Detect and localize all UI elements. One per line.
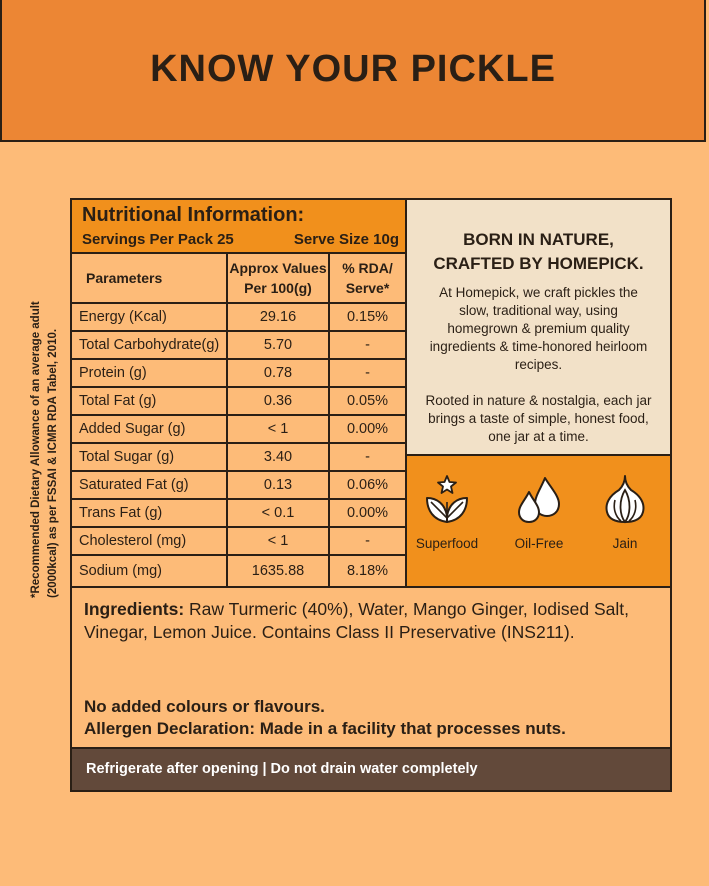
feature-badges	[407, 456, 670, 586]
row-parameter: Protein (g)	[72, 360, 228, 386]
nutrition-column-headers	[72, 254, 405, 304]
table-row	[72, 332, 405, 360]
row-rda: -	[365, 365, 370, 381]
table-row	[72, 360, 405, 388]
column-header-approx-line-2: Per 100(g)	[244, 280, 312, 296]
row-parameter: Added Sugar (g)	[72, 416, 228, 442]
row-value: 0.36	[228, 388, 330, 414]
row-value: 29.16	[228, 304, 330, 330]
column-header-approx-line-1: Approx Values	[229, 260, 327, 276]
table-row	[72, 556, 405, 586]
row-rda: -	[365, 337, 370, 353]
row-parameter: Saturated Fat (g)	[72, 472, 228, 498]
row-rda: 8.18%	[346, 563, 389, 579]
feature-jain	[585, 472, 665, 551]
table-row	[72, 388, 405, 416]
serve-size: Serve Size 10g	[293, 231, 399, 248]
row-value: 0.13	[228, 472, 330, 498]
row-rda: -	[365, 533, 370, 549]
allergen-declaration: Allergen Declaration: Made in a facility that processes nuts.	[84, 719, 566, 738]
feature-label: Superfood	[415, 536, 479, 551]
row-rda: 0.06%	[346, 477, 389, 493]
ingredients-list: Raw Turmeric (40%), Water, Mango Ginger, Iodised Salt, Vinegar, Lemon Juice. Contains Class II Preservative (INS211).	[84, 599, 629, 642]
storage-instructions: Refrigerate after opening | Do not drain water completely	[86, 761, 478, 777]
header-banner	[0, 0, 706, 142]
brand-story-title	[407, 228, 670, 276]
brand-story	[407, 200, 670, 456]
brand-story-paragraph-2: Rooted in nature & nostalgia, each jar brings a taste of simple, honest food, one jar at a time.	[425, 393, 652, 444]
garlic-icon	[601, 472, 649, 526]
oil-drops-icon	[515, 472, 563, 526]
rda-footnote-line-2: (2000kcal) as per FSSAI & ICMR RDA Tabel, 2010.	[47, 328, 59, 598]
brand-story-title-line-1: BORN IN NATURE,	[463, 230, 614, 249]
feature-superfood	[407, 472, 487, 551]
nutrition-table	[72, 200, 407, 586]
table-row	[72, 444, 405, 472]
column-header-rda-line-1: % RDA/	[342, 260, 393, 276]
row-parameter: Total Sugar (g)	[72, 444, 228, 470]
declarations	[84, 696, 566, 740]
row-rda: -	[365, 449, 370, 465]
rda-footnote-line-1: *Recommended Dietary Allowance of an average adult	[30, 301, 42, 598]
feature-oil-free	[499, 472, 579, 551]
row-parameter: Trans Fat (g)	[72, 500, 228, 526]
leaf-star-icon	[423, 472, 471, 526]
brand-story-title-line-2: CRAFTED BY HOMEPICK.	[433, 254, 644, 273]
ingredients-text	[84, 598, 659, 644]
row-parameter: Energy (Kcal)	[72, 304, 228, 330]
table-row	[72, 304, 405, 332]
table-row	[72, 500, 405, 528]
row-value: 0.78	[228, 360, 330, 386]
row-value: 1635.88	[228, 556, 330, 586]
row-parameter: Total Carbohydrate(g)	[72, 332, 228, 358]
info-panel	[70, 198, 672, 792]
row-rda: 0.15%	[346, 309, 389, 325]
feature-label: Jain	[612, 536, 638, 551]
row-rda: 0.00%	[346, 505, 389, 521]
brand-story-paragraph-1: At Homepick, we craft pickles the slow, traditional way, using homegrown & premium quality ingredients & time-honored heirloom recipes.	[429, 285, 648, 372]
page-title: KNOW YOUR PICKLE	[150, 48, 556, 90]
no-added-colours-note: No added colours or flavours.	[84, 697, 325, 716]
row-value: < 1	[228, 528, 330, 554]
row-value: 5.70	[228, 332, 330, 358]
rda-footnote	[28, 198, 62, 598]
row-value: < 0.1	[228, 500, 330, 526]
row-rda: 0.05%	[346, 393, 389, 409]
row-value: 3.40	[228, 444, 330, 470]
storage-footer	[72, 747, 670, 790]
column-header-rda-line-2: Serve*	[345, 280, 390, 296]
row-parameter: Cholesterol (mg)	[72, 528, 228, 554]
table-row	[72, 416, 405, 444]
row-parameter: Sodium (mg)	[72, 556, 228, 586]
servings-per-pack: Servings Per Pack 25	[82, 231, 234, 248]
row-rda: 0.00%	[346, 421, 389, 437]
column-header-parameters: Parameters	[72, 254, 228, 302]
section-divider	[72, 586, 670, 588]
nutrition-title: Nutritional Information:	[82, 204, 305, 226]
row-parameter: Total Fat (g)	[72, 388, 228, 414]
ingredients-label: Ingredients:	[84, 599, 185, 619]
nutrition-header	[72, 200, 405, 254]
column-header-rda	[330, 254, 405, 302]
feature-label: Oil-Free	[514, 536, 564, 551]
table-row	[72, 472, 405, 500]
table-row	[72, 528, 405, 556]
row-value: < 1	[228, 416, 330, 442]
column-header-approx	[228, 254, 330, 302]
